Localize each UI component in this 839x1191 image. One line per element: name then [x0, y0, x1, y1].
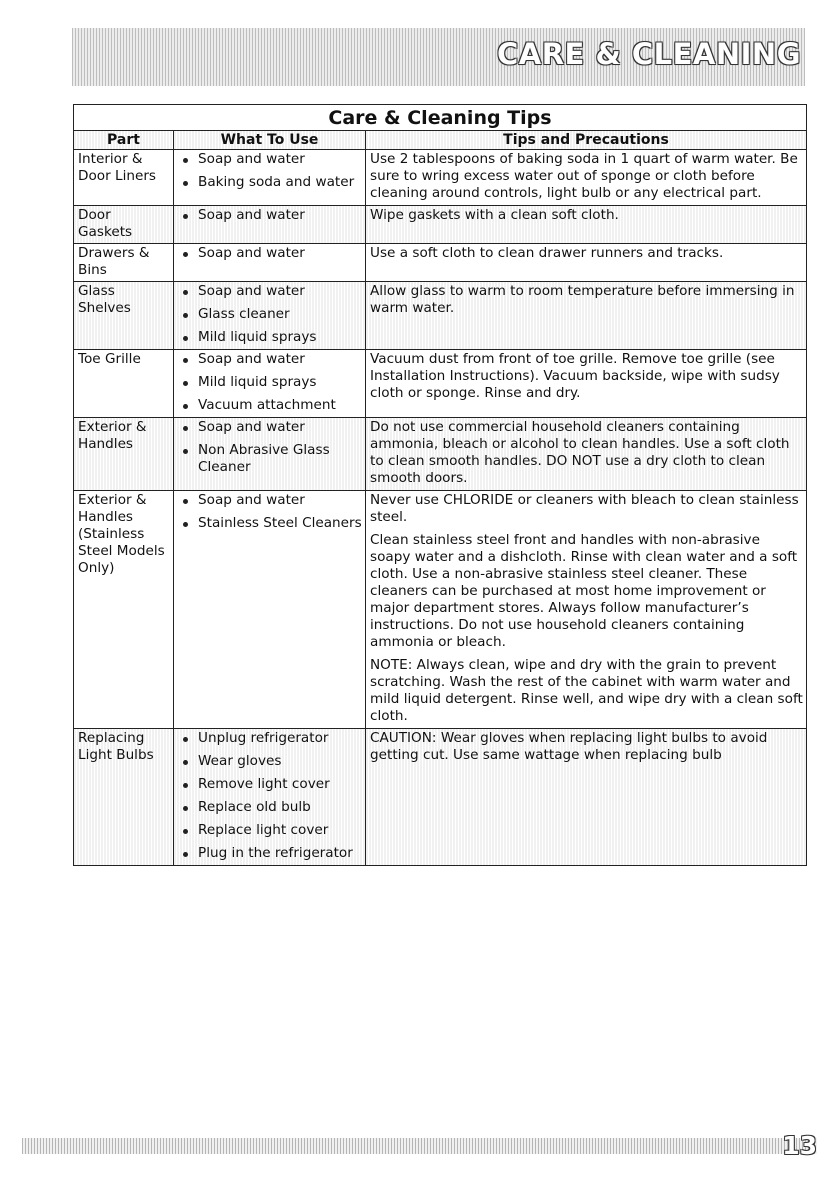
- what-to-use-list: [178, 207, 362, 224]
- page-number: 13: [782, 1131, 817, 1160]
- column-header-tips: Tips and Precautions: [366, 131, 807, 150]
- care-cleaning-table: [73, 104, 807, 866]
- footer-band: [22, 1138, 817, 1154]
- list-item: Replace old bulb: [178, 799, 362, 816]
- tip-paragraph: Do not use commercial household cleaners containing ammonia, bleach or alcohol to clean handles. Use a soft cloth to clean smooth handles. DO NOT use a dry cloth to clean smooth doors.: [370, 419, 790, 486]
- part-cell: [74, 150, 174, 206]
- list-item: Soap and water: [178, 207, 362, 224]
- tip-paragraph: Allow glass to warm to room temperature before immersing in warm water.: [370, 283, 795, 316]
- tip-paragraph: Use 2 tablespoons of baking soda in 1 quart of warm water. Be sure to wring excess water out of sponge or cloth before cleaning around controls, light bulb or any electrical part.: [370, 151, 798, 201]
- tip-paragraph: Never use CHLORIDE or cleaners with bleach to clean stainless steel.: [370, 492, 799, 525]
- tips-cell: [366, 206, 807, 244]
- section-title: CARE & CLEANING: [497, 37, 801, 71]
- list-item: Plug in the refrigerator: [178, 845, 362, 862]
- tips-cell: [366, 350, 807, 418]
- part-label: (Stainless: [78, 526, 145, 542]
- column-header-part: Part: [74, 131, 174, 150]
- part-label: Shelves: [78, 300, 131, 316]
- part-cell: [74, 206, 174, 244]
- table-row: [74, 244, 807, 282]
- list-item: Soap and water: [178, 245, 362, 262]
- table-row: [74, 729, 807, 866]
- tip-paragraph: NOTE: Always clean, wipe and dry with the grain to prevent scratching. Wash the rest of the cabinet with warm water and mild liquid detergent. Rinse well, and wipe dry with a clean soft cloth.: [370, 657, 803, 724]
- what-to-use-list: [178, 730, 362, 862]
- table-row: [74, 206, 807, 244]
- tips-cell: [366, 729, 807, 866]
- list-item: Soap and water: [178, 351, 362, 368]
- part-cell: [74, 491, 174, 729]
- tips-cell: [366, 150, 807, 206]
- column-header-what-to-use: What To Use: [174, 131, 366, 150]
- list-item: Mild liquid sprays: [178, 329, 362, 346]
- table-row: [74, 418, 807, 491]
- part-label: Only): [78, 560, 115, 576]
- list-item: Baking soda and water: [178, 174, 362, 191]
- part-label: Interior &: [78, 151, 143, 167]
- list-item: Glass cleaner: [178, 306, 362, 323]
- what-to-use-cell: [174, 244, 366, 282]
- list-item: Unplug refrigerator: [178, 730, 362, 747]
- what-to-use-cell: [174, 150, 366, 206]
- part-label: Light Bulbs: [78, 747, 154, 763]
- table-row: [74, 350, 807, 418]
- part-label: Toe Grille: [78, 351, 141, 367]
- list-item: Soap and water: [178, 419, 362, 436]
- table-title: Care & Cleaning Tips: [74, 105, 807, 131]
- what-to-use-cell: [174, 282, 366, 350]
- what-to-use-list: [178, 245, 362, 262]
- what-to-use-list: [178, 151, 362, 191]
- part-cell: [74, 282, 174, 350]
- table-header-row: [74, 131, 807, 150]
- part-cell: [74, 244, 174, 282]
- what-to-use-cell: [174, 350, 366, 418]
- part-label: Gaskets: [78, 224, 133, 240]
- part-label: Exterior &: [78, 492, 147, 508]
- list-item: Non Abrasive Glass Cleaner: [178, 442, 362, 476]
- tips-cell: [366, 282, 807, 350]
- table-body: [74, 150, 807, 866]
- part-label: Door Liners: [78, 168, 157, 184]
- list-item: Soap and water: [178, 151, 362, 168]
- what-to-use-cell: [174, 729, 366, 866]
- tip-paragraph: Wipe gaskets with a clean soft cloth.: [370, 207, 619, 223]
- what-to-use-cell: [174, 418, 366, 491]
- part-cell: [74, 729, 174, 866]
- part-label: Replacing: [78, 730, 145, 746]
- what-to-use-list: [178, 283, 362, 346]
- part-cell: [74, 418, 174, 491]
- part-label: Handles: [78, 436, 134, 452]
- part-label: Bins: [78, 262, 107, 278]
- tip-paragraph: Vacuum dust from front of toe grille. Remove toe grille (see Installation Instructions). Vacuum backside, wipe with sudsy cloth or sponge. Rinse and dry.: [370, 351, 780, 401]
- tip-paragraph: CAUTION: Wear gloves when replacing light bulbs to avoid getting cut. Use same wattage when replacing bulb: [370, 730, 768, 763]
- tips-cell: [366, 418, 807, 491]
- list-item: Stainless Steel Cleaners: [178, 515, 362, 532]
- list-item: Remove light cover: [178, 776, 362, 793]
- part-cell: [74, 350, 174, 418]
- what-to-use-list: [178, 351, 362, 414]
- part-label: Steel Models: [78, 543, 165, 559]
- what-to-use-cell: [174, 206, 366, 244]
- part-label: Door: [78, 207, 111, 223]
- part-label: Glass: [78, 283, 115, 299]
- table-row: [74, 282, 807, 350]
- what-to-use-list: [178, 419, 362, 476]
- list-item: Soap and water: [178, 283, 362, 300]
- what-to-use-cell: [174, 491, 366, 729]
- what-to-use-list: [178, 492, 362, 532]
- list-item: Replace light cover: [178, 822, 362, 839]
- part-label: Exterior &: [78, 419, 147, 435]
- list-item: Wear gloves: [178, 753, 362, 770]
- list-item: Vacuum attachment: [178, 397, 362, 414]
- tip-paragraph: Use a soft cloth to clean drawer runners and tracks.: [370, 245, 724, 261]
- part-label: Drawers &: [78, 245, 150, 261]
- table-row: [74, 491, 807, 729]
- list-item: Soap and water: [178, 492, 362, 509]
- list-item: Mild liquid sprays: [178, 374, 362, 391]
- part-label: Handles: [78, 509, 134, 525]
- tips-cell: [366, 244, 807, 282]
- table-row: [74, 150, 807, 206]
- tip-paragraph: Clean stainless steel front and handles with non-abrasive soapy water and a dishcloth. Rinse with clean water and a soft cloth. Use a non-abrasive stainless steel cleaner. These cleaners can be purchased at most home improvement or major department stores. Always follow manufacturer’s instructions. Do not use household cleaners containing ammonia or bleach.: [370, 532, 798, 650]
- tips-cell: [366, 491, 807, 729]
